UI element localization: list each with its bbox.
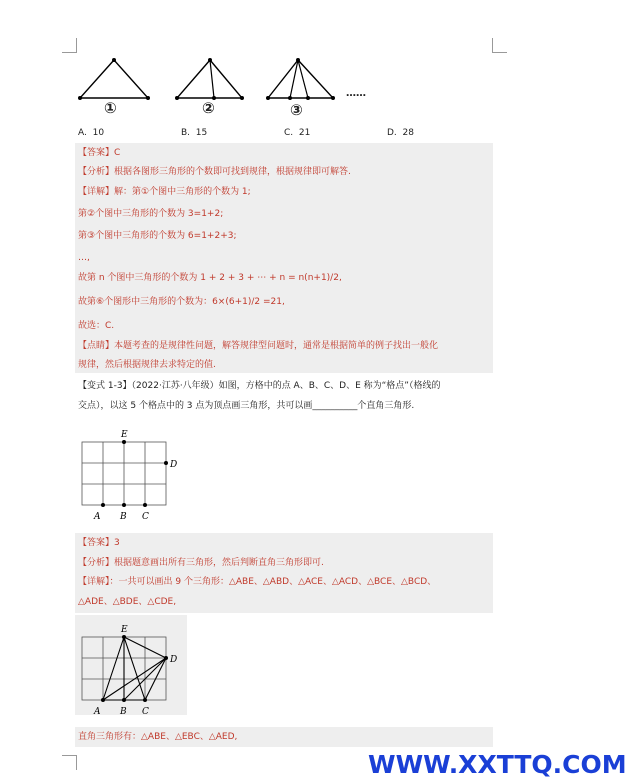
ellipsis-dots: …… [346,88,366,99]
triangle-pattern-figures [70,52,400,122]
detail-1-line-1: 【详解】解：第①个图中三角形的个数为 1; [78,187,251,197]
note-1-line-2: 规律，然后根据规律去求特定的值. [78,360,216,370]
question-2-line-2: 交点），以这 5 个格点中的 3 点为顶点画三角形，共可以画__________个直角三角形. [78,401,415,411]
point-b [122,503,126,507]
figure-label-3: ③ [290,101,303,119]
site-watermark: WWW.XXTTQ.COM [368,750,627,779]
label-d-2: D [170,655,178,665]
detail-1-line-6: 故第⑥个图形中三角形的个数为：6×(6+1)/2 =21, [78,297,285,307]
corner-mark-top-left [62,38,77,53]
figure-label-1: ① [104,99,117,117]
point-a [101,503,105,507]
detail-1-line-4: …, [78,253,90,263]
label-b-2: B [120,707,127,717]
analysis-2: 【分析】根据题意画出所有三角形，然后判断直角三角形即可. [78,558,324,568]
corner-mark-top-right [492,38,507,53]
detail-1-line-5: 故第 n 个图中三角形的个数为 1 + 2 + 3 + ⋯ + n = n(n+1)/2, [78,273,342,283]
detail-1-line-3: 第③个图中三角形的个数为 6=1+2+3; [78,231,237,241]
detail-1-line-7: 故选：C. [78,321,115,331]
label-b: B [120,512,127,522]
figure-label-2: ② [202,99,215,117]
label-d: D [170,460,178,470]
label-e: E [121,430,128,440]
label-e-2: E [121,625,128,635]
label-c-2: C [142,707,149,717]
triangle-lines [103,637,166,700]
label-c: C [142,512,149,522]
point-d [164,461,168,465]
answer-2: 【答案】3 [78,538,120,548]
label-a: A [94,512,101,522]
figure-3 [266,58,335,100]
detail-1-line-2: 第②个图中三角形的个数为 3=1+2; [78,209,224,219]
right-triangles-answer: 直角三角形有：△ABE、△EBC、△AED, [78,732,238,742]
choice-c: C. 21 [284,128,311,138]
grid-lines [82,442,166,505]
note-1-line-1: 【点睛】本题考查的是规律性问题，解答规律型问题时，通常是根据简单的例子找出一般化 [78,341,439,351]
corner-mark-bottom-left [62,755,77,770]
detail-2-line-1: 【详解】：一共可以画出 9 个三角形：△ABE、△ABD、△ACE、△ACD、△BCE、△BCD、 [78,577,437,587]
detail-2-line-2: △ADE、△BDE、△CDE, [78,597,177,607]
point-e [122,440,126,444]
grid-figure-answer [70,620,190,720]
analysis-1: 【分析】根据各图形三角形的个数即可找到规律，根据规律即可解答. [78,167,351,177]
choice-a: A. 10 [78,128,105,138]
choice-b: B. 15 [181,128,208,138]
choice-d: D. 28 [387,128,414,138]
grid-figure-question [70,425,190,525]
label-a-2: A [94,707,101,717]
point-c [143,503,147,507]
answer-1: 【答案】C [78,148,121,158]
figure-1 [78,58,150,100]
figure-2 [175,58,244,100]
question-2-line-1: 【变式 1-3】（2022·江苏·八年级）如图，方格中的点 A、B、C、D、E 称为“格点”（格线的 [78,381,441,391]
